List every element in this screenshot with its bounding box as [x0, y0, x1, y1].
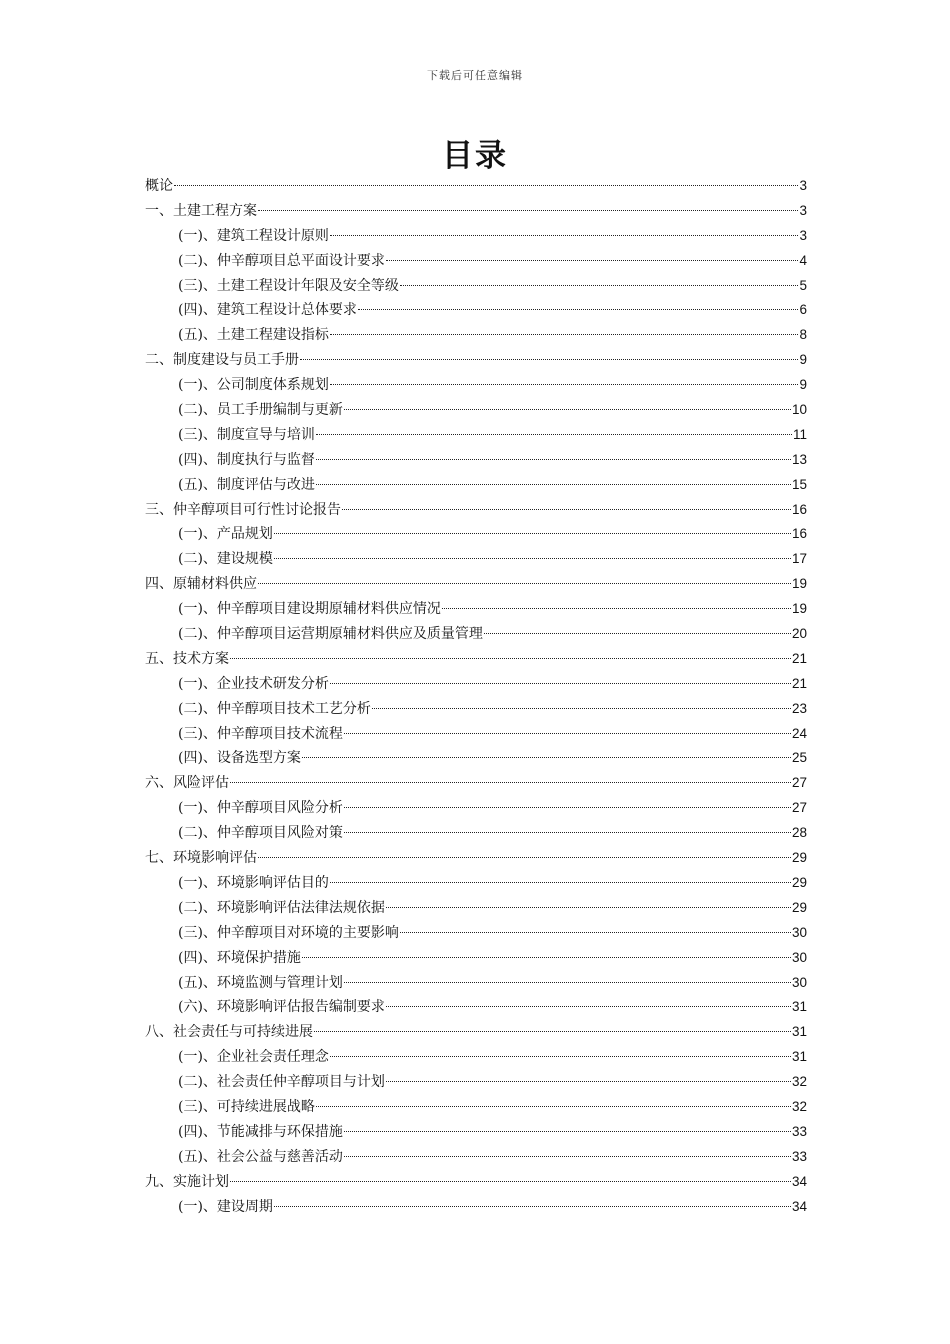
toc-section-entry[interactable]: [145, 871, 807, 896]
toc-entry-label: (三)、可持续进展战略: [178, 1098, 315, 1115]
toc-page-number: 3: [799, 202, 807, 218]
toc-section-entry[interactable]: [145, 323, 807, 348]
toc-entry-label: (一)、仲辛醇项目风险分析: [178, 800, 343, 817]
toc-section-entry[interactable]: [145, 398, 807, 423]
toc-entry-label: 九、实施计划: [145, 1173, 229, 1190]
toc-section-entry[interactable]: [145, 448, 807, 473]
dot-leader: [230, 658, 791, 659]
toc-page-number: 34: [791, 1198, 807, 1214]
toc-entry-label: (四)、环境保护措施: [178, 949, 301, 966]
dot-leader: [230, 1181, 791, 1182]
toc-page-number: 27: [791, 800, 807, 816]
toc-entry-label: (二)、仲辛醇项目总平面设计要求: [178, 252, 385, 269]
toc-page-number: 31: [791, 1049, 807, 1065]
toc-entry-label: (四)、设备选型方案: [178, 750, 301, 767]
toc-page-number: 31: [791, 999, 807, 1015]
toc-section-entry[interactable]: [145, 274, 807, 299]
dot-leader: [344, 982, 791, 983]
toc-entry-label: (一)、建设周期: [178, 1198, 273, 1215]
toc-page-number: 5: [799, 277, 807, 293]
toc-entry-label: (五)、制度评估与改进: [178, 476, 315, 493]
toc-chapter-entry[interactable]: [145, 498, 807, 523]
toc-page-number: 9: [799, 377, 807, 393]
dot-leader: [344, 409, 791, 410]
toc-entry-label: (一)、环境影响评估目的: [178, 874, 329, 891]
toc-page-number: 21: [791, 675, 807, 691]
toc-entry-label: (四)、节能减排与环保措施: [178, 1123, 343, 1140]
toc-entry-label: (三)、仲辛醇项目技术流程: [178, 725, 343, 742]
toc-section-entry[interactable]: [145, 1145, 807, 1170]
toc-section-entry[interactable]: [145, 473, 807, 498]
dot-leader: [330, 334, 799, 335]
toc-page-number: 30: [791, 924, 807, 940]
toc-entry-label: 七、环境影响评估: [145, 850, 257, 867]
toc-page-number: 13: [791, 451, 807, 467]
toc-entry-label: (六)、环境影响评估报告编制要求: [178, 999, 385, 1016]
toc-section-entry[interactable]: [145, 946, 807, 971]
toc-page-number: 16: [791, 501, 807, 517]
toc-section-entry[interactable]: [145, 1070, 807, 1095]
toc-page-number: 8: [799, 327, 807, 343]
toc-chapter-entry[interactable]: [145, 846, 807, 871]
toc-entry-label: (二)、仲辛醇项目技术工艺分析: [178, 700, 371, 717]
header-note: 下载后可任意编辑: [427, 69, 523, 82]
toc-entry-label: (二)、员工手册编制与更新: [178, 402, 343, 419]
toc-entry-label: (二)、环境影响评估法律法规依据: [178, 899, 385, 916]
toc-section-entry[interactable]: [145, 373, 807, 398]
toc-entry-label: 概论: [145, 178, 173, 194]
toc-chapter-entry[interactable]: [145, 1170, 807, 1195]
toc-page-number: 32: [791, 1098, 807, 1114]
toc-entry-label: (三)、仲辛醇项目对环境的主要影响: [178, 924, 399, 941]
dot-leader: [330, 1056, 791, 1057]
toc-page-number: 28: [791, 825, 807, 841]
dot-leader: [358, 309, 799, 310]
toc-page-number: 29: [791, 899, 807, 915]
toc-page-number: 3: [799, 178, 807, 193]
toc-entry-label: (一)、企业技术研发分析: [178, 675, 329, 692]
dot-leader: [274, 533, 791, 534]
toc-page-number: 34: [791, 1173, 807, 1189]
dot-leader: [258, 857, 791, 858]
toc-page-number: 30: [791, 974, 807, 990]
dot-leader: [330, 384, 799, 385]
toc-section-entry[interactable]: [145, 249, 807, 274]
toc-page-number: 24: [791, 725, 807, 741]
dot-leader: [300, 359, 798, 360]
toc-entry-label: 三、仲辛醇项目可行性讨论报告: [145, 501, 341, 518]
toc-section-entry[interactable]: [145, 697, 807, 722]
dot-leader: [372, 708, 791, 709]
toc-section-entry[interactable]: [145, 522, 807, 547]
toc-section-entry[interactable]: [145, 597, 807, 622]
dot-leader: [400, 932, 791, 933]
toc-entry-label: (一)、企业社会责任理念: [178, 1049, 329, 1066]
dot-leader: [316, 484, 791, 485]
toc-page-number: 6: [799, 302, 807, 318]
dot-leader: [302, 757, 791, 758]
toc-entry-label: 五、技术方案: [145, 650, 229, 667]
dot-leader: [344, 1131, 791, 1132]
toc-page-number: 11: [792, 426, 807, 442]
toc-entry-label: 六、风险评估: [145, 775, 229, 792]
toc-entry-label: (一)、公司制度体系规划: [178, 377, 329, 394]
toc-section-entry[interactable]: [145, 224, 807, 249]
toc-section-entry[interactable]: [145, 1120, 807, 1145]
dot-leader: [342, 509, 791, 510]
toc-section-entry[interactable]: [145, 1045, 807, 1070]
dot-leader: [330, 235, 799, 236]
toc-chapter-entry[interactable]: [145, 1020, 807, 1045]
toc-page-number: 17: [791, 551, 807, 567]
toc-page-number: 3: [799, 227, 807, 243]
toc-page-number: 30: [791, 949, 807, 965]
dot-leader: [314, 1031, 791, 1032]
dot-leader: [258, 583, 791, 584]
dot-leader: [274, 1206, 791, 1207]
toc-section-entry[interactable]: [145, 971, 807, 996]
toc-entry-label: (二)、仲辛醇项目风险对策: [178, 825, 343, 842]
toc-section-entry[interactable]: [145, 547, 807, 572]
toc-entry-label: 四、原辅材料供应: [145, 576, 257, 593]
toc-section-entry[interactable]: [145, 995, 807, 1020]
toc-entry-label: (四)、建筑工程设计总体要求: [178, 302, 357, 319]
toc-page-number: 33: [791, 1148, 807, 1164]
toc-entry-label: (一)、仲辛醇项目建设期原辅材料供应情况: [178, 601, 441, 618]
toc-page-number: 33: [791, 1123, 807, 1139]
toc-page-number: 15: [791, 476, 807, 492]
dot-leader: [484, 633, 791, 634]
toc-entry-label: (四)、制度执行与监督: [178, 451, 315, 468]
toc-entry-label: 八、社会责任与可持续进展: [145, 1024, 313, 1041]
toc-chapter-entry[interactable]: [145, 174, 807, 199]
toc-section-entry[interactable]: [145, 746, 807, 771]
toc-page-number: 21: [791, 650, 807, 666]
dot-leader: [174, 185, 798, 186]
toc-entry-label: 一、土建工程方案: [145, 202, 257, 219]
toc-chapter-entry[interactable]: [145, 199, 807, 224]
dot-leader: [274, 558, 791, 559]
dot-leader: [258, 210, 798, 211]
toc-page-number: 27: [791, 775, 807, 791]
toc-page-number: 25: [791, 750, 807, 766]
dot-leader: [344, 832, 791, 833]
toc-page-number: 10: [791, 402, 807, 418]
toc-section-entry[interactable]: [145, 921, 807, 946]
toc-entry-label: (二)、建设规模: [178, 551, 273, 568]
dot-leader: [344, 807, 791, 808]
toc-chapter-entry[interactable]: [145, 572, 807, 597]
toc-entry-label: (五)、社会公益与慈善活动: [178, 1148, 343, 1165]
toc-page-number: 29: [791, 874, 807, 890]
dot-leader: [386, 1006, 791, 1007]
toc-section-entry[interactable]: [145, 423, 807, 448]
dot-leader: [316, 434, 792, 435]
toc-page-number: 19: [791, 601, 807, 617]
dot-leader: [330, 683, 791, 684]
toc-page-number: 31: [791, 1024, 807, 1040]
table-of-contents: [145, 174, 807, 1219]
toc-section-entry[interactable]: [145, 821, 807, 846]
toc-entry-label: (五)、环境监测与管理计划: [178, 974, 343, 991]
toc-section-entry[interactable]: [145, 298, 807, 323]
toc-section-entry[interactable]: [145, 622, 807, 647]
toc-entry-label: (一)、建筑工程设计原则: [178, 227, 329, 244]
toc-page-number: 9: [799, 352, 807, 368]
toc-entry-label: (三)、土建工程设计年限及安全等级: [178, 277, 399, 294]
toc-entry-label: (二)、仲辛醇项目运营期原辅材料供应及质量管理: [178, 626, 483, 643]
toc-section-entry[interactable]: [145, 1095, 807, 1120]
toc-chapter-entry[interactable]: [145, 348, 807, 373]
toc-page-number: 32: [791, 1074, 807, 1090]
dot-leader: [344, 733, 791, 734]
dot-leader: [386, 907, 791, 908]
dot-leader: [230, 782, 791, 783]
toc-entry-label: (二)、社会责任仲辛醇项目与计划: [178, 1074, 385, 1091]
toc-section-entry[interactable]: [145, 1195, 807, 1220]
toc-chapter-entry[interactable]: [145, 771, 807, 796]
dot-leader: [302, 957, 791, 958]
toc-section-entry[interactable]: [145, 896, 807, 921]
toc-page-number: 19: [791, 576, 807, 592]
dot-leader: [344, 1156, 791, 1157]
dot-leader: [400, 285, 799, 286]
toc-entry-label: (一)、产品规划: [178, 526, 273, 543]
toc-page-number: 4: [799, 252, 807, 268]
toc-entry-label: (五)、土建工程建设指标: [178, 327, 329, 344]
toc-page-number: 23: [791, 700, 807, 716]
toc-entry-label: (三)、制度宣导与培训: [178, 426, 315, 443]
dot-leader: [316, 1106, 791, 1107]
toc-chapter-entry[interactable]: [145, 647, 807, 672]
page-title: 目录: [442, 138, 508, 174]
toc-page-number: 20: [791, 626, 807, 642]
toc-section-entry[interactable]: [145, 796, 807, 821]
dot-leader: [442, 608, 791, 609]
dot-leader: [386, 1081, 791, 1082]
dot-leader: [316, 459, 791, 460]
toc-entry-label: 二、制度建设与员工手册: [145, 352, 299, 369]
dot-leader: [386, 260, 799, 261]
toc-page-number: 29: [791, 850, 807, 866]
toc-page-number: 16: [791, 526, 807, 542]
toc-section-entry[interactable]: [145, 722, 807, 747]
toc-section-entry[interactable]: [145, 672, 807, 697]
dot-leader: [330, 882, 791, 883]
